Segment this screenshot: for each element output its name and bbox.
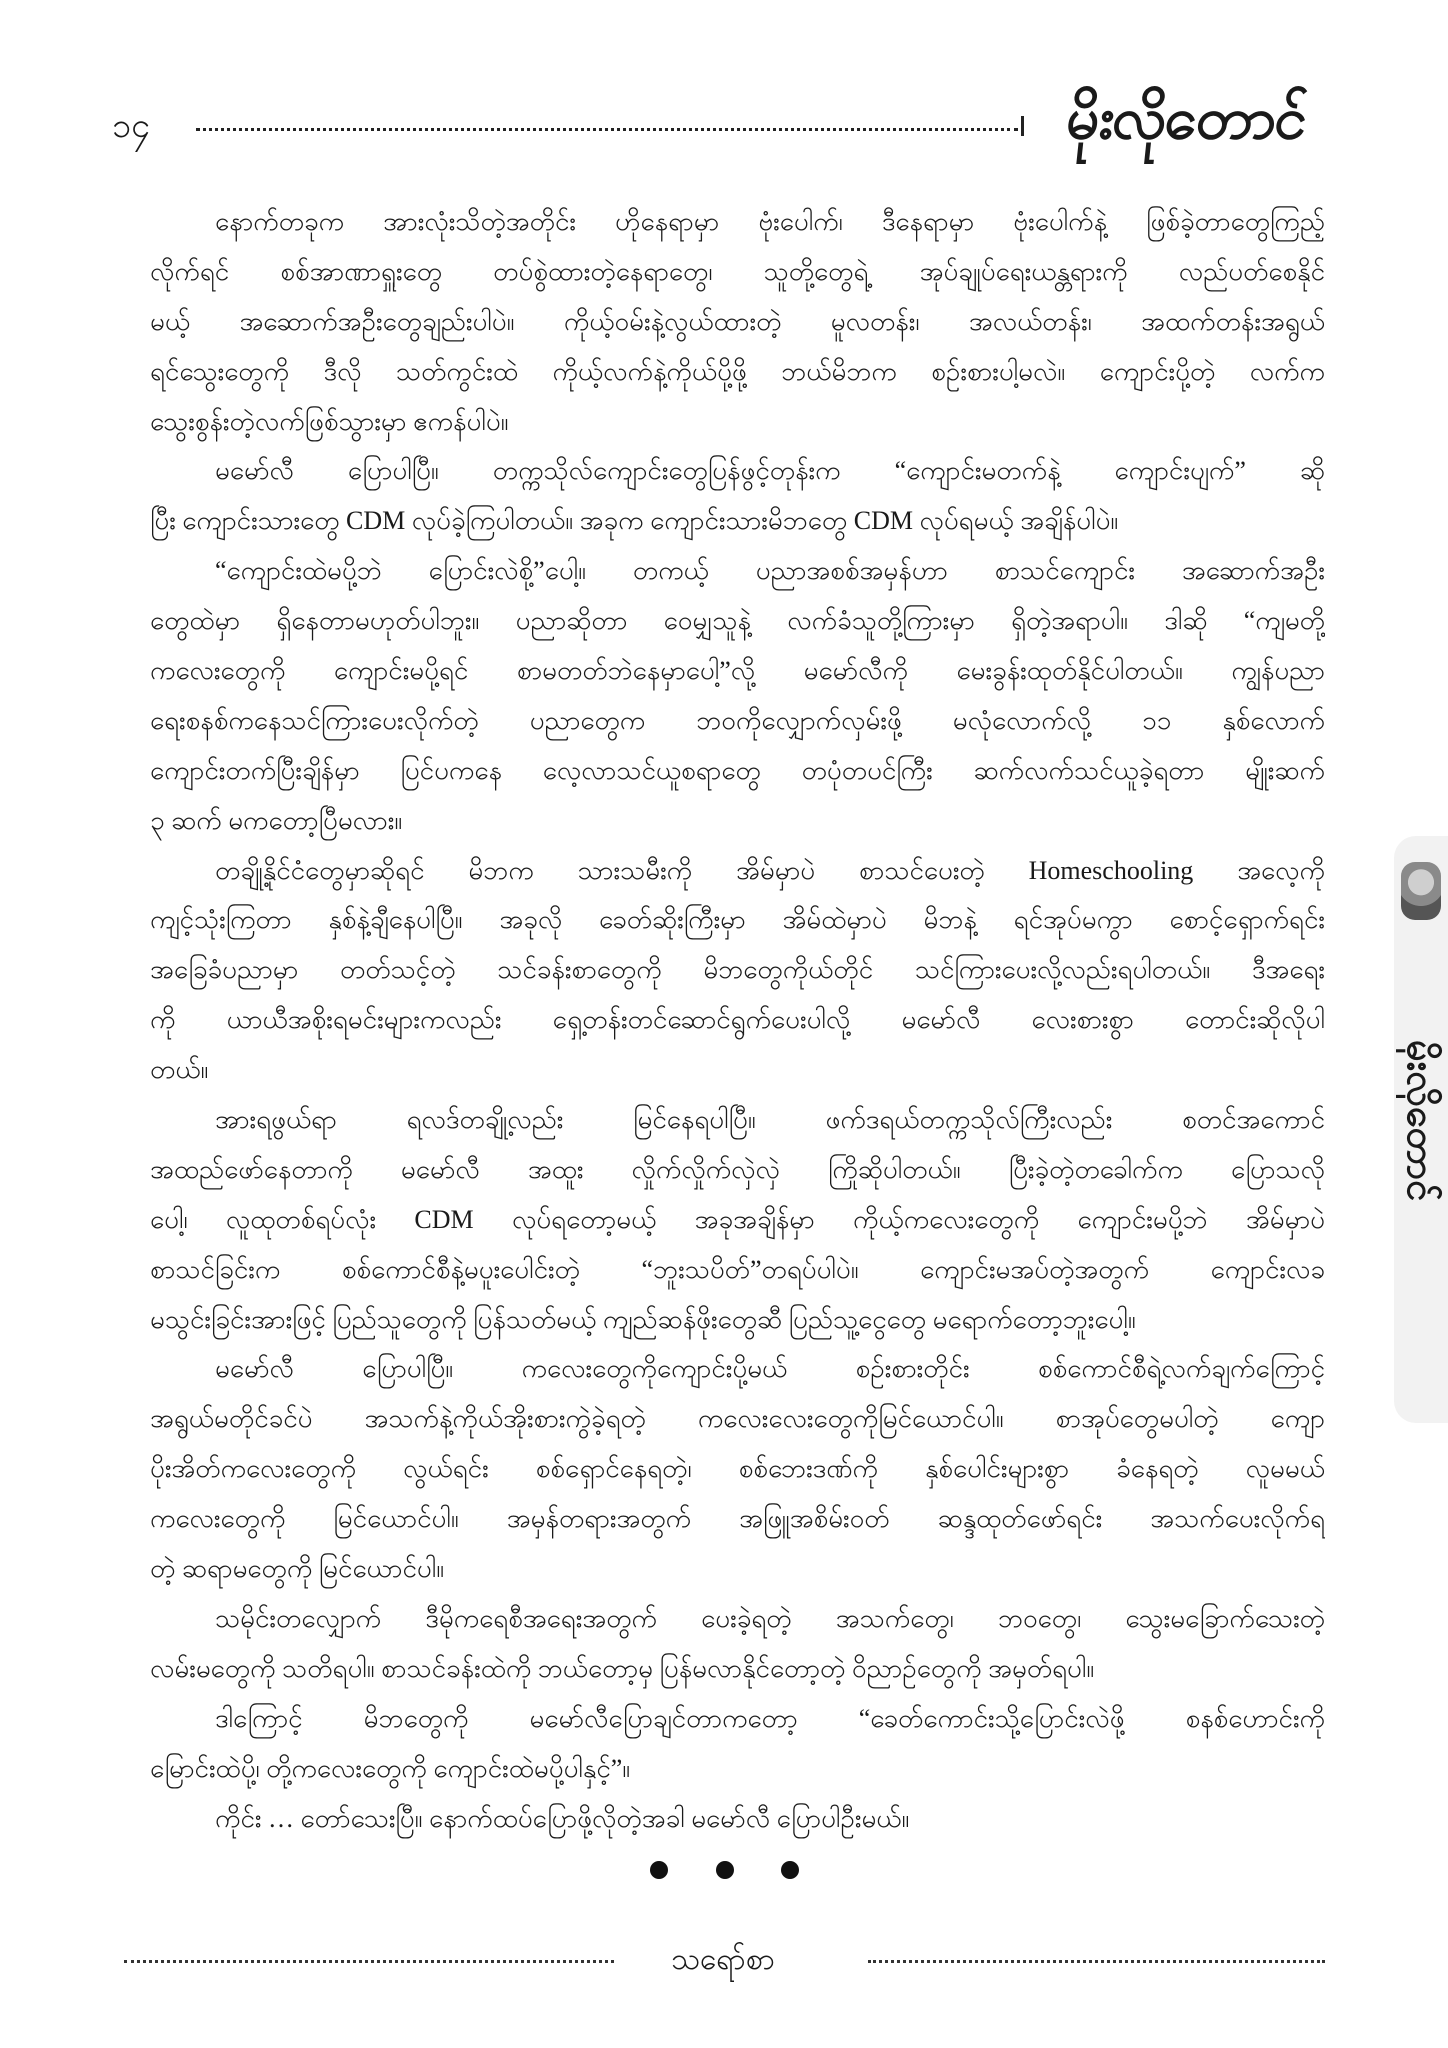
text-line: အရွယ်မတိုင်ခင်ပဲ အသက်နဲ့ကိုယ်အိုးစားကွဲခဲ့ရတဲ့ ကလေးလေးတွေကိုမြင်ယောင်ပါ။ စာအုပ်တွေမပါတဲ့ ကျော — [150, 1404, 1325, 1434]
text-line: တယ်။ — [150, 1055, 209, 1085]
end-mark-dot — [781, 1861, 799, 1879]
text-line: မြောင်းထဲပို့၊ တို့ကလေးတွေကို ကျောင်းထဲမပို့ပါနှင့်”။ — [150, 1753, 631, 1783]
text-line: အခြေခံပညာမှာ တတ်သင့်တဲ့ သင်ခန်းစာတွေကို မိဘတွေကိုယ်တိုင် သင်ကြားပေးလို့လည်းရပါတယ်။ ဒီအရေး — [150, 955, 1325, 985]
text-line: မသွင်းခြင်းအားဖြင့် ပြည်သူတွေကို ပြန်သတ်မယ့် ကျည်ဆန်ဖိုးတွေဆီ ပြည်သူ့ငွေတွေ မရောက်တော့ဘူးပေါ့။ — [150, 1304, 1136, 1334]
side-tab-logo: မိုးလိုတောင် — [1399, 1040, 1443, 1202]
paragraph-first-line: ဒါကြောင့် မိဘတွေကို မမော်လီပြောချင်တာကတော့ “ခေတ်ကောင်းသို့ပြောင်းလဲဖို့ စနစ်ဟောင်းကို — [215, 1703, 1325, 1733]
paragraph-first-line: အားရဖွယ်ရာ ရလဒ်တချို့လည်း မြင်နေရပါပြီ။ ဖက်ဒရယ်တက္ကသိုလ်ကြီးလည်း စတင်အကောင် — [215, 1105, 1325, 1135]
side-tab-photo-icon — [1401, 862, 1441, 920]
article-body — [150, 197, 1325, 1843]
page-number: ၁၄ — [112, 106, 151, 146]
text-line: ရေးစနစ်ကနေသင်ကြားပေးလိုက်တဲ့ ပညာတွေက ဘဝကိုလျှောက်လှမ်းဖို့ မလုံလောက်လို့ ၁၁ နှစ်လောက် — [150, 705, 1325, 735]
text-line: ရင်သွေးတွေကို ဒီလို သတ်ကွင်းထဲ ကိုယ့်လက်နဲ့ကိုယ်ပို့ဖို့ ဘယ်မိဘက စဉ်းစားပါ့မလဲ။ ကျောင်းပို့တဲ့ လက်က — [150, 356, 1325, 386]
text-line: ကလေးတွေကို မြင်ယောင်ပါ။ အမှန်တရားအတွက် အဖြူအစိမ်းဝတ် ဆန္ဒထုတ်ဖော်ရင်း အသက်ပေးလိုက်ရ — [150, 1504, 1325, 1534]
footer-dotted-rule-left — [124, 1960, 614, 1963]
text-line: ပြီး ကျောင်းသားတွေ CDM လုပ်ခဲ့ကြပါတယ်။ အခုက ကျောင်းသားမိဘတွေ CDM လုပ်ရမယ့် အချိန်ပါပဲ။ — [150, 506, 1119, 536]
paragraph-first-line: မမော်လီ ပြောပါပြီ။ ကလေးတွေကိုကျောင်းပို့မယ် စဉ်းစားတိုင်း စစ်ကောင်စီရဲ့လက်ချက်ကြောင့် — [215, 1354, 1325, 1384]
footer-dotted-rule-right — [868, 1960, 1325, 1963]
paragraph-first-line: မမော်လီ ပြောပါပြီ။ တက္ကသိုလ်ကျောင်းတွေပြန်ဖွင့်တုန်းက “ကျောင်းမတက်နဲ့ ကျောင်းပျက်” ဆို — [215, 456, 1325, 486]
text-line: အထည်ဖော်နေတာကို မမော်လီ အထူး လှိုက်လှိုက်လှဲလှဲ ကြိုဆိုပါတယ်။ ပြီးခဲ့တဲ့တခေါက်က ပြောသလို — [150, 1154, 1325, 1184]
text-line: ကျောင်းတက်ပြီးချိန်မှာ ပြင်ပကနေ လေ့လာသင်ယူစရာတွေ တပုံတပင်ကြီး ဆက်လက်သင်ယူခဲ့ရတာ မျိုးဆက် — [150, 755, 1325, 785]
header-dotted-rule — [196, 128, 1018, 131]
text-line: တွေထဲမှာ ရှိနေတာမဟုတ်ပါဘူး။ ပညာဆိုတာ ဝေမျှသူနဲ့ လက်ခံသူတို့ကြားမှာ ရှိတဲ့အရာပါ။ ဒါဆို “ကျမတို့ — [150, 606, 1325, 636]
text-line: သွေးစွန်းတဲ့လက်ဖြစ်သွားမှာ ဧကန်ပါပဲ။ — [150, 406, 509, 436]
text-line: ကလေးတွေကို ကျောင်းမပို့ရင် စာမတတ်ဘဲနေမှာပေါ့”လို့ မမော်လီကို မေးခွန်းထုတ်နိုင်ပါတယ်။ ကျွန်ပညာ — [150, 656, 1325, 686]
text-line: လိုက်ရင် စစ်အာဏာရှူးတွေ တပ်စွဲထားတဲ့နေရာတွေ၊ သူတို့တွေရဲ့ အုပ်ချုပ်ရေးယန္တရားကို လည်ပတ်စေနိုင် — [150, 256, 1325, 286]
paragraph-first-line: တချို့နိုင်ငံတွေမှာဆိုရင် မိဘက သားသမီးကို အိမ်မှာပဲ စာသင်ပေးတဲ့ Homeschooling အလေ့ကို — [215, 855, 1325, 885]
text-line: လမ်းမတွေကို သတိရပါ။ စာသင်ခန်းထဲကို ဘယ်တော့မှ ပြန်မလာနိုင်တော့တဲ့ ဝိညာဉ်တွေကို အမှတ်ရပါ။ — [150, 1653, 1095, 1683]
magazine-logo: မိုးလိုတောင် — [1063, 84, 1309, 152]
paragraph-first-line: သမိုင်းတလျှောက် ဒီမိုကရေစီအရေးအတွက် ပေးခဲ့ရတဲ့ အသက်တွေ၊ ဘဝတွေ၊ သွေးမခြောက်သေးတဲ့ — [215, 1603, 1325, 1633]
text-line: တဲ့ ဆရာမတွေကို မြင်ယောင်ပါ။ — [150, 1554, 445, 1584]
text-line: ကို ယာယီအစိုးရမင်းများကလည်း ရှေ့တန်းတင်ဆောင်ရွက်ပေးပါလို့ မမော်လီ လေးစားစွာ တောင်းဆိုလိုပါ — [150, 1005, 1325, 1035]
text-line: ၃ ဆက် မကတော့ပြီမလား။ — [150, 805, 403, 835]
text-line: ပိုးအိတ်ကလေးတွေကို လွယ်ရင်း စစ်ရှောင်နေရတဲ့၊ စစ်ဘေးဒဏ်ကို နှစ်ပေါင်းများစွာ ခံနေရတဲ့ လူမမယ် — [150, 1454, 1325, 1484]
end-mark-dot — [650, 1861, 668, 1879]
text-line: ကျင့်သုံးကြတာ နှစ်နဲ့ချီနေပါပြီ။ အခုလို ခေတ်ဆိုးကြီးမှာ အိမ်ထဲမှာပဲ မိဘနဲ့ ရင်အုပ်မကွာ စောင့်ရှောက်ရင်း — [150, 905, 1325, 935]
footer-section-title: သရော်စာ — [670, 1943, 776, 1976]
text-line: ပေါ့၊ လူထုတစ်ရပ်လုံး CDM လုပ်ရတော့မယ့် အခုအချိန်မှာ ကိုယ့်ကလေးတွေကို ကျောင်းမပို့ဘဲ အိမ်မှာပဲ — [150, 1204, 1325, 1234]
paragraph-first-line: နောက်တခုက အားလုံးသိတဲ့အတိုင်း ဟိုနေရာမှာ ဗုံးပေါက်၊ ဒီနေရာမှာ ဗုံးပေါက်နဲ့ ဖြစ်ခဲ့တာတွေကြည့် — [215, 207, 1325, 236]
header-rule-end-mark — [1021, 116, 1024, 136]
end-mark-dot — [716, 1861, 734, 1879]
paragraph-first-line: “ကျောင်းထဲမပို့ဘဲ ပြောင်းလဲစို့”ပေါ့။ တကယ့် ပညာအစစ်အမှန်ဟာ စာသင်ကျောင်း အဆောက်အဦး — [215, 556, 1325, 586]
text-line: မယ့် အဆောက်အဦးတွေချည်းပါပဲ။ ကိုယ့်ဝမ်းနဲ့လွယ်ထားတဲ့ မူလတန်း၊ အလယ်တန်း၊ အထက်တန်းအရွယ် — [150, 306, 1325, 336]
text-line: စာသင်ခြင်းက စစ်ကောင်စီနဲ့မပူးပေါင်းတဲ့ “ဘူးသပိတ်”တရပ်ပါပဲ။ ကျောင်းမအပ်တဲ့အတွက် ကျောင်းလခ — [150, 1254, 1325, 1284]
paragraph-first-line: ကိုင်း … တော်သေးပြီ။ နောက်ထပ်ပြောဖို့လိုတဲ့အခါ မမော်လီ ပြောပါဦးမယ်။ — [215, 1803, 910, 1833]
side-tab — [1394, 836, 1448, 1423]
